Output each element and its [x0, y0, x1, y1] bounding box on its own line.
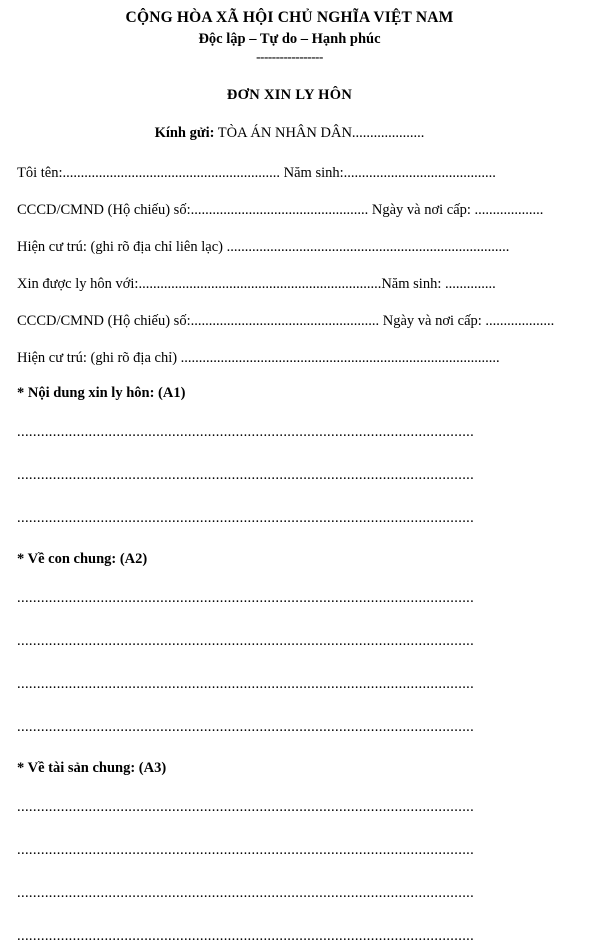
section-a1-heading: * Nội dung xin ly hôn: (A1) — [17, 385, 186, 401]
national-motto: Độc lập – Tự do – Hạnh phúc — [198, 31, 381, 47]
recipient-value: TÒA ÁN NHÂN DÂN.................... — [214, 125, 425, 141]
section-a1-line: ................................................................................................................... — [17, 510, 475, 526]
header-separator: ----------------- — [256, 49, 323, 64]
field-applicant-id: CCCD/CMND (Hộ chiếu) số:................................................. Ngày và nơi cấp: ................... — [17, 202, 544, 218]
section-a3-line: ................................................................................................................... — [17, 928, 475, 944]
field-spouse-residence: Hiện cư trú: (ghi rõ địa chỉ) ........................................................................................ — [17, 350, 500, 366]
section-a3-heading: * Về tài sản chung: (A3) — [17, 760, 167, 776]
section-a1-line: ................................................................................................................... — [17, 467, 475, 483]
section-a3-line: ................................................................................................................... — [17, 842, 475, 858]
page-title: ĐƠN XIN LY HÔN — [226, 87, 353, 103]
field-applicant-residence: Hiện cư trú: (ghi rõ địa chỉ liên lạc) .............................................................................. — [17, 239, 510, 255]
section-a2-line: ................................................................................................................... — [17, 676, 475, 692]
section-a1-line: ................................................................................................................... — [17, 424, 475, 440]
field-applicant-name: Tôi tên:............................................................ Năm sinh:.......................................... — [17, 165, 496, 181]
section-a3 — [17, 759, 562, 946]
section-a3-line: ................................................................................................................... — [17, 885, 475, 901]
national-header — [17, 8, 562, 64]
section-a2-line: ................................................................................................................... — [17, 590, 475, 606]
field-spouse-name: Xin được ly hôn với:...................................................................Năm sinh: .............. — [17, 276, 496, 292]
section-a2-line: ................................................................................................................... — [17, 719, 475, 735]
section-a3-line: ................................................................................................................... — [17, 799, 475, 815]
applicant-fields — [17, 164, 562, 368]
section-a2-line: ................................................................................................................... — [17, 633, 475, 649]
section-a1 — [17, 384, 562, 528]
section-a2-heading: * Về con chung: (A2) — [17, 551, 148, 567]
field-spouse-id: CCCD/CMND (Hộ chiếu) số:.................................................... Ngày và nơi cấp: ................... — [17, 313, 555, 329]
national-title: CỘNG HÒA XÃ HỘI CHỦ NGHĨA VIỆT NAM — [125, 9, 454, 26]
section-a2 — [17, 550, 562, 737]
recipient-line — [17, 124, 562, 142]
recipient-label: Kính gửi: — [154, 125, 215, 141]
